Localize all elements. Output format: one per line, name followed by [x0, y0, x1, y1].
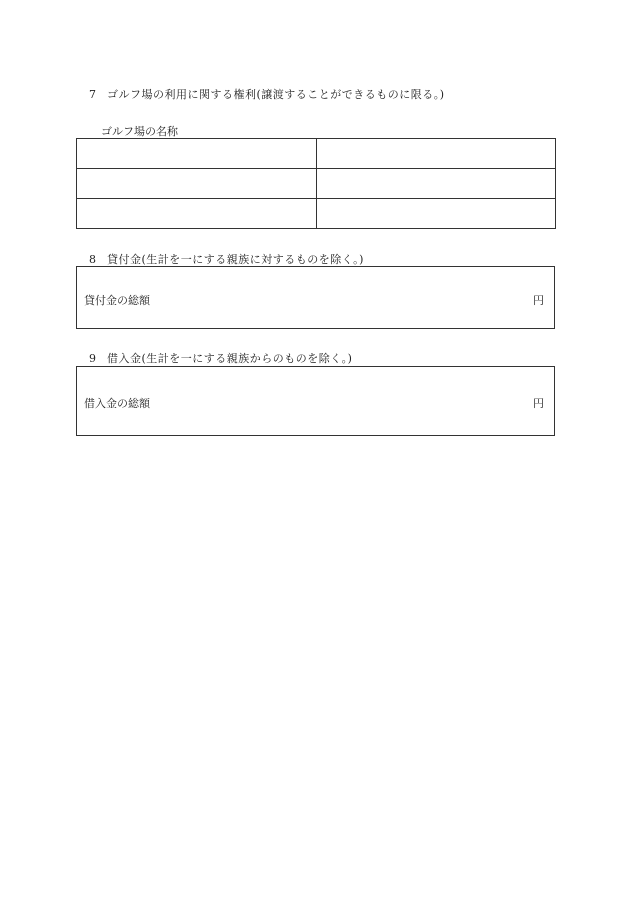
section-8-title: 貸付金(生計を一にする親族に対するものを除く。): [107, 253, 364, 266]
loan-receivable-total-label: 貸付金の総額: [84, 294, 150, 307]
golf-course-table: [76, 138, 556, 229]
section-7-heading: [89, 86, 445, 102]
golf-cell-a[interactable]: [77, 169, 317, 199]
table-row: [77, 169, 556, 199]
golf-cell-b[interactable]: [317, 169, 556, 199]
golf-cell-a[interactable]: [77, 139, 317, 169]
golf-cell-a[interactable]: [77, 199, 317, 229]
section-9-number: 9: [89, 352, 97, 365]
borrowings-total-box[interactable]: [76, 366, 555, 436]
section-9-title: 借入金(生計を一にする親族からのものを除く。): [107, 352, 353, 365]
table-row: [77, 139, 556, 169]
golf-course-name-label: ゴルフ場の名称: [101, 125, 178, 138]
yen-unit: 円: [533, 397, 544, 410]
section-7-title: ゴルフ場の利用に関する権利(譲渡することができるものに限る。): [107, 88, 445, 101]
section-8-heading: [89, 251, 364, 267]
section-7-number: 7: [89, 88, 97, 101]
table-row: [77, 199, 556, 229]
loan-receivable-total-box[interactable]: [76, 266, 555, 329]
golf-cell-b[interactable]: [317, 199, 556, 229]
section-8-number: 8: [89, 253, 97, 266]
section-9-heading: [89, 350, 352, 366]
borrowings-total-label: 借入金の総額: [84, 397, 150, 410]
golf-cell-b[interactable]: [317, 139, 556, 169]
yen-unit: 円: [533, 294, 544, 307]
